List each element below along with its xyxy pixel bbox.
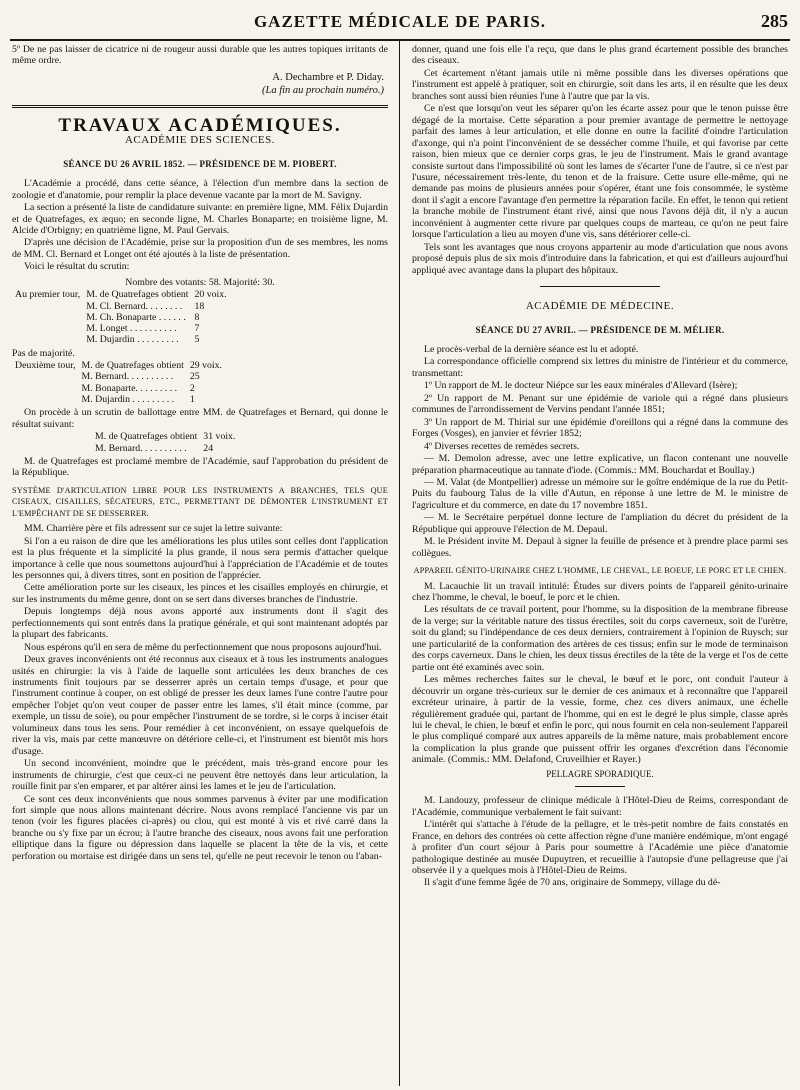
vote-count: 20 voix. [194,289,227,301]
paragraph: Pas de majorité. [12,347,75,359]
to-be-continued: (La fin au prochain numéro.) [261,85,384,97]
section-rule-thin [12,107,388,108]
vote-count: 1 [189,394,195,406]
vote-label [12,323,83,334]
page-number: 285 [761,11,788,31]
academy-heading: ACADÉMIE DE MÉDECINE. [525,300,675,313]
paragraph: MM. Charrière père et fils adressent sur ce sujet la lettre suivante: [24,523,283,535]
masthead [10,10,790,40]
vote-count: 25 [189,371,200,383]
paragraph: Nous espérons qu'il en sera de même du perfectionnement que nous proposons aujourd'hui. [24,641,382,653]
paragraph: 2º Un rapport de M. Penant sur une épidémie de variole qui a régné dans plusieurs communes de l'arrondissement de Vervins pendant l'année 1851; [412,392,788,416]
vote-label [12,312,83,323]
vote-label [12,301,83,312]
academy-heading: ACADÉMIE DES SCIENCES. [124,134,276,147]
votants-line: Nombre des votants: 58. Majorité: 30. [125,276,275,288]
vote-label [12,334,83,345]
subsection-heading: APPAREIL GÉNITO-URINAIRE CHEZ L'HOMME, LE CHEVAL, LE BOEUF, LE PORC ET LE CHIEN. [413,566,787,576]
paragraph: Si l'on a eu raison de dire que les améliorations les plus utiles sont celles dont l'application est la plus fréquente et la simplicité la plus grande, il nous sera permis d'attacher quelque importance à celle que nous soumettons aujourd'hui à l'appréciation de l'Académie et de toutes les personnes qui, à divers titres, sont en position de l'apprécier. [12,535,388,581]
table-row [12,323,230,334]
paragraph: donner, quand une fois elle l'a reçu, que dans le plus grand écartement possible des branches des ciseaux. [412,44,788,67]
journal-title: GAZETTE MÉDICALE DE PARIS. [253,12,547,31]
vote-count: 24 [203,442,214,454]
section-separator [540,286,660,287]
table-row [12,394,225,405]
table-row [12,371,225,382]
paragraph: L'Académie a procédé, dans cette séance, à l'élection d'un membre dans la section de zoologie et d'anatomie, pour remplir la place devenue vacante par la mort de M. Savigny. [12,178,388,201]
section-separator [575,786,625,787]
paragraph: Cet écartement n'étant jamais utile ni même possible dans les diverses opérations que l'instrument est appelé à pratiquer, soit en chirurgie, soit dans les arts, il en résulte que les deux branches sont aussi bien réunies l'une à l'autre que par la vis. [412,67,788,102]
subsection-heading: PELLAGRE SPORADIQUE. [546,768,654,779]
paragraph: Tels sont les avantages que nous croyons appartenir au mode d'articulation que nous avons proposé depuis plus de six mois d'introduire dans la fabrication, et qui est d'ailleurs aujourd'hui appliqué avec avantage dans la plupart des hôpitaux. [412,241,788,276]
vote-name: M. Bonaparte. . . . . . . . . [81,382,178,394]
seance-heading: SÉANCE DU 26 AVRIL 1852. — PRÉSIDENCE DE M. PIOBERT. [63,158,337,169]
paragraph: Il s'agit d'une femme âgée de 70 ans, originaire de Sommepy, village du dé- [424,877,721,889]
paragraph: La section a présenté la liste de candidature suivante: en première ligne, MM. Félix Dujardin et de Quatrefages, ex æquo; en seconde ligne, M. Charles Bonaparte; en troisième ligne, M. Alcide d'Orbigny; en quatrième ligne, M. Paul Gervais. [12,202,388,236]
paragraph: Deux graves inconvénients ont été reconnus aux ciseaux et à tous les instruments analogues usités en chirurgie: la vis à l'aide de laquelle sont articulées les deux branches de ces instruments finit toujours par se desserrer après un certain temps d'usage, et pour que l'instrument continue à couper, on est obligé de presser les deux lames l'une contre l'autre pour empêcher l'objet qu'on veut couper de passer entre les lames, s'il était mince (comme, par exemple, un tissu de soie), ou pour empêcher l'instrument de se tordre, si le corps à inciser était volumineux dans tous les sens. Pour remédier à cet inconvénient, on essaye quelquefois de river la vis, mais par cette manœuvre on détériore celle-ci, et l'instrument est bientôt mis hors d'usage. [12,654,388,757]
table-row [12,289,230,300]
paragraph: On procède à un scrutin de ballottage entre MM. de Quatrefages et Bernard, qui donne le résultat suivant: [12,407,388,430]
paragraph: D'après une décision de l'Académie, prise sur la proposition d'un de ses membres, les noms de MM. Cl. Bernard et Longet ont été ajoutés à la liste de présentation. [12,237,388,260]
vote-name: M. Bernard. . . . . . . . . . [95,442,187,454]
vote-name: M. Dujardin . . . . . . . . . [81,394,175,406]
paragraph: Un second inconvénient, moindre que le précédent, mais très-grand encore pour les instruments de chirurgie, c'est que ceux-ci ne peuvent être nettoyés dans leur articulation, la rouille finit par s'en emparer, et par altérer ainsi les lames et le jeu de l'articulation. [12,758,388,793]
paragraph: Le procès-verbal de la dernière séance est lu et adopté. [424,343,639,355]
seance-heading: SÉANCE DU 27 AVRIL. — PRÉSIDENCE DE M. MÉLIER. [475,324,725,335]
vote-name: M. Cl. Bernard. . . . . . . . [86,300,183,312]
paragraph: La correspondance officielle comprend six lettres du ministre de l'intérieur et du commerce, transmettant: [412,356,788,379]
vote-name: M. de Quatrefages obtient [95,431,198,443]
vote-count: 5 [194,334,200,346]
paragraph: Cette amélioration porte sur les ciseaux, les pinces et les cisailles employés en chirurgie, et sur les instruments du même genre, dont on se sert dans diverses branches de l'industrie. [12,582,388,605]
paragraph: M. Lacauchie lit un travail intitulé: Études sur divers points de l'appareil génito-urinaire chez l'homme, le cheval, le boeuf, le porc et le chien. [412,580,788,604]
vote-count: 2 [189,382,195,394]
vote-label: Deuxième tour, [15,360,76,372]
paragraph: Ce n'est que lorsqu'on veut les séparer qu'on les écarte assez pour que le tenon puisse être dégagé de la mortaise. Cette séparation a pour premier avantage de permettre le nettoyage parfait des lames à leur articulation, et elle donne en outre la facilité d'oindre l'articulation d'axonge, qui n'a point l'inconvénient de se dessécher comme l'huile, et qui favorise par cette raison, bien mieux que ce dernier corps gras, le jeu de l'instrument. Mais le grand avantage consiste surtout dans l'impossibilité où sont les lames de s'écarter l'une de l'autre, si ce n'est par l'usure, nécessairement très-lente, du tenon et de la fraisure. Cette usure elle-même, qui ne demande pas moins de plusieurs années pour s'opérer, étant une fois consommée, le système dont il s'agit a encore l'avantage d'en permettre la réparation facile. En effet, le tenon qui retient la branche mobile de l'instrument étant rivé, ainsi que nous l'avons déjà dit, il n'y a aucun inconvénient à augmenter cette rivure par quelques coups de marteau, ce qu'on ne peut faire lorsque l'articulation a lieu au moyen d'une vis, sans détériorer celle-ci. [412,103,788,241]
paragraph: Les résultats de ce travail portent, pour l'homme, su la disposition de la membrane fibreuse de la verge; sur la véritable nature des tissus érectiles, soit du corps caverneux, soit de l'urètre, soit du gland; su l'indépendance de ces deux derniers, contrairement à l'opinion de Ruysch; sur une particularité de la conformation des artères de ces tissus; enfin sur le mode de terminaison des corps caverneux. Dans le chien, les deux tissus érectiles de la tête de la verge et l'os de cette partie ont été examinés avec soin. [412,604,788,673]
paragraph: — M. le Secrétaire perpétuel donne lecture de l'ampliation du décret du président de la République qui approuve l'élection de M. Depaul. [412,512,788,535]
intro-paragraph: 5º De ne pas laisser de cicatrice ni de rougeur aussi durable que les autres topiques irritants de même ordre. [12,44,388,67]
vote-count: 8 [194,311,200,323]
vote-name: M. Longet . . . . . . . . . . [86,323,177,335]
vote-label: Au premier tour, [15,289,81,301]
table-row [12,360,225,371]
vote-name: M. Dujardin . . . . . . . . . [86,334,179,346]
paragraph: — M. Demolon adresse, avec une lettre explicative, un flacon contenant une nouvelle préparation pharmaceutique au tannate d'iode. (Commis.: MM. Bouchardat et Boullay.) [412,453,788,476]
vote-table-round1 [12,289,230,345]
paragraph: Les mêmes recherches faites sur le cheval, le bœuf et le porc, ont conduit l'auteur à découvrir un organe très-curieux sur le dernier de ces animaux et à reconnaître que l'appareil excréteur urinaire, à partir de la vessie, forme, chez ces divers animaux, une échelle régulièrement graduée qui, partant de l'homme, qui en est le degré le plus simple, classe après lui le cheval, le chien, le bœuf et enfin le porc, qui nous fournit en cela non-seulement l'appareil le plus compliqué comparé aux autres appareils de la même nature, mais probablement encore la complication la plus grande que puissent offrir les organes d'excrétion dans l'économie animale. (Commis.: MM. Delafond, Cruveilhier et Rayer.) [412,674,788,766]
vote-table-round3 [92,431,238,454]
paragraph: M. le Président invite M. Depaul à signer la feuille de présence et à prendre place parmi ses collègues. [412,536,788,559]
subsection-heading: SYSTÈME D'ARTICULATION LIBRE POUR LES INSTRUMENTS A BRANCHES, TELS QUE CISEAUX, CISAILLES, SÉCATEURS, ETC., PERMETTANT DE DÉMONTER L'INSTRUMENT ET L'EMPÊCHANT DE SE DESSERRER. [12,485,388,518]
left-column [12,44,388,1086]
paragraph: L'intérêt qui s'attache à l'étude de la pellagre, et le très-petit nombre de faits constatés en France, en dehors des contrées où cette affection règne d'une manière endémique, m'ont engagé à profiter d'un court séjour à Paris pour soumettre à l'Académie une pièce d'anatomie pathologique destinée au musée Dupuytren, et recueillie à l'autopsie d'une pellagreuse que j'ai observée il y a quelques mois à l'Hôtel-Dieu de Reims. [412,819,788,876]
table-row [12,301,230,312]
vote-name: M. de Quatrefages obtient [81,360,184,372]
vote-count: 18 [194,300,205,312]
vote-count: 31 voix. [203,431,236,443]
paragraph: 4º Diverses recettes de remèdes secrets. [424,440,580,452]
header-rule [10,39,790,41]
paragraph: 3º Un rapport de M. Thirial sur une épidémie d'oreillons qui a régné dans la commune des Forges (Vosges), en janvier et février 1852; [412,416,788,440]
paragraph: Ce sont ces deux inconvénients que nous sommes parvenus à éviter par une modification fort simple que nous allons maintenant décrire. Nous avons remplacé l'ancienne vis par un tenon (voir les figures placées ci-après) ou clou, qui est monté à vis et rivé carré dans la branche ou s'y fixe par un écrou; à l'autre branche des ciseaux, nous avons fait une perforation elliptique dans la figure ou dépression dans laquelle se placent la tête de la vis, et cette perforation ou mortaise est dirigée dans un sens tel, qu'elle ne peut recevoir le tenon ou l'aban- [12,793,388,862]
vote-count: 29 voix. [189,360,222,372]
table-row [92,443,238,454]
section-title: TRAVAUX ACADÉMIQUES. [58,114,342,136]
paragraph: Voici le résultat du scrutin: [24,261,130,273]
right-column [412,44,788,1086]
table-row [12,312,230,323]
vote-label [12,371,79,382]
paragraph: M. Landouzy, professeur de clinique médicale à l'Hôtel-Dieu de Reims, correspondant de l'Académie, communique verbalement le fait suivant: [412,795,788,818]
paragraph: 1º Un rapport de M. le docteur Niépce sur les eaux minérales d'Allevard (Isère); [424,380,738,392]
table-row [12,383,225,394]
vote-table-round2 [12,360,225,405]
vote-name: M. Ch. Bonaparte . . . . . . [86,311,186,323]
section-rule [12,105,388,106]
paragraph: M. de Quatrefages est proclamé membre de l'Académie, sauf l'approbation du président de la République. [12,455,388,479]
vote-label [12,383,79,394]
paragraph: — M. Valat (de Montpellier) adresse un mémoire sur le goître endémique de la rue du Petit-Puits du faubourg Talus de la ville d'Autun, en réponse à une lettre de M. le ministre de l'agriculture et du commerce, en date du 17 novembre 1851. [412,476,788,511]
vote-name: M. Bernard. . . . . . . . . . [81,371,174,383]
table-row [12,334,230,345]
vote-name: M. de Quatrefages obtient [86,289,189,301]
vote-label [12,394,79,405]
signature: A. Dechambre et P. Diday. [272,71,384,83]
table-row [92,431,238,442]
column-divider [399,41,400,1086]
vote-count: 7 [194,323,200,335]
paragraph: Depuis longtemps déjà nous avons apporté aux instruments dont il s'agit des perfectionnements qui sont entrés dans la pratique générale, et qui sont maintenant adoptés par la plupart des fabricants. [12,606,388,641]
